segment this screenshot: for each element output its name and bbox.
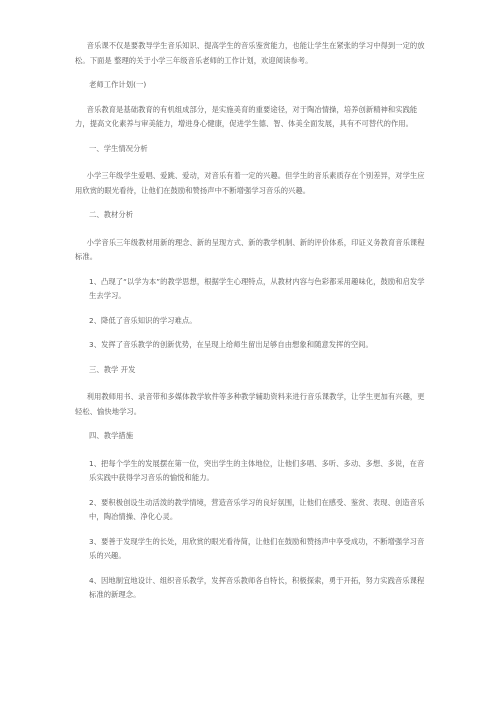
- measure-2: 2、要积极创设生动活泼的教学情境，营造音乐学习的良好氛围，让他们在感受、鉴赏、表现、创造音乐中，陶冶情操、净化心灵。: [89, 497, 425, 521]
- plan-title: 老师工作计划(一): [89, 80, 147, 89]
- measure-4: 4、因地制宜地设计、组织音乐教学，发挥音乐教师各自特长，积极探索，勇于开拓，努力实践音乐课程标准的新理念。: [89, 575, 425, 599]
- textbook-point-2: 2、降低了音乐知识的学习难点。: [89, 315, 197, 325]
- intro-paragraph: 音乐课不仅是要教导学生音乐知识、提高学生的音乐鉴赏能力，也能让学生在紧张的学习中得到一定的放松。下面是 整理的关于小学三年级音乐老师的工作计划，欢迎阅读参考。: [75, 41, 425, 65]
- section-heading-student-analysis: 一、学生情况分析: [89, 143, 148, 153]
- paragraph-student-analysis: 小学三年级学生爱唱、爱跳、爱动，对音乐有着一定的兴趣。但学生的音乐素质存在个别差异，对学生应用欣赏的眼光看待，让他们在鼓励和赞扬声中不断增强学习音乐的兴趣。: [75, 171, 425, 195]
- section-heading-teaching-measures: 四、教学措施: [89, 431, 134, 440]
- textbook-point-1: 1、凸现了“以学为本”的教学思想，根据学生心理特点，从教材内容与色彩都采用趣味化，鼓励和启发学生去学习。: [89, 276, 425, 300]
- textbook-point-3: 3、发挥了音乐教学的创新优势，在呈现上给师生留出足够自由想象和随意发挥的空间。: [89, 340, 373, 349]
- paragraph-textbook-analysis: 小学音乐三年级教材用新的理念、新的呈现方式、新的教学机制、新的评价体系，印证义务教育音乐课程标准。: [75, 237, 425, 261]
- measure-3: 3、要善于发现学生的长处，用欣赏的眼光看待简，让他们在鼓励和赞扬声中享受成功，不断增强学习音乐的兴趣。: [89, 536, 425, 560]
- section-heading-textbook-analysis: 二、教材分析: [89, 210, 134, 219]
- measure-1: 1、把每个学生的发展摆在第一位，突出学生的主体地位，让他们多唱、多听、多动、多想、多说，在音乐实践中获得学习音乐的愉悦和能力。: [89, 458, 425, 482]
- paragraph-music-education: 音乐教育是基础教育的有机组成部分，是实施美育的重要途径，对于陶冶情操，培养创新精神和实践能力，提高文化素养与审美能力，增进身心健康，促进学生德、智、体美全面发展，具有不可替代的作用。: [75, 104, 418, 128]
- paragraph-teaching-development: 利用教师用书、录音带和多媒体教学软件等多种教学辅助资料来进行音乐课教学，让学生更加有兴趣，更轻松、愉快地学习。: [75, 392, 425, 416]
- section-heading-teaching-development: 三、教学 开发: [89, 364, 136, 374]
